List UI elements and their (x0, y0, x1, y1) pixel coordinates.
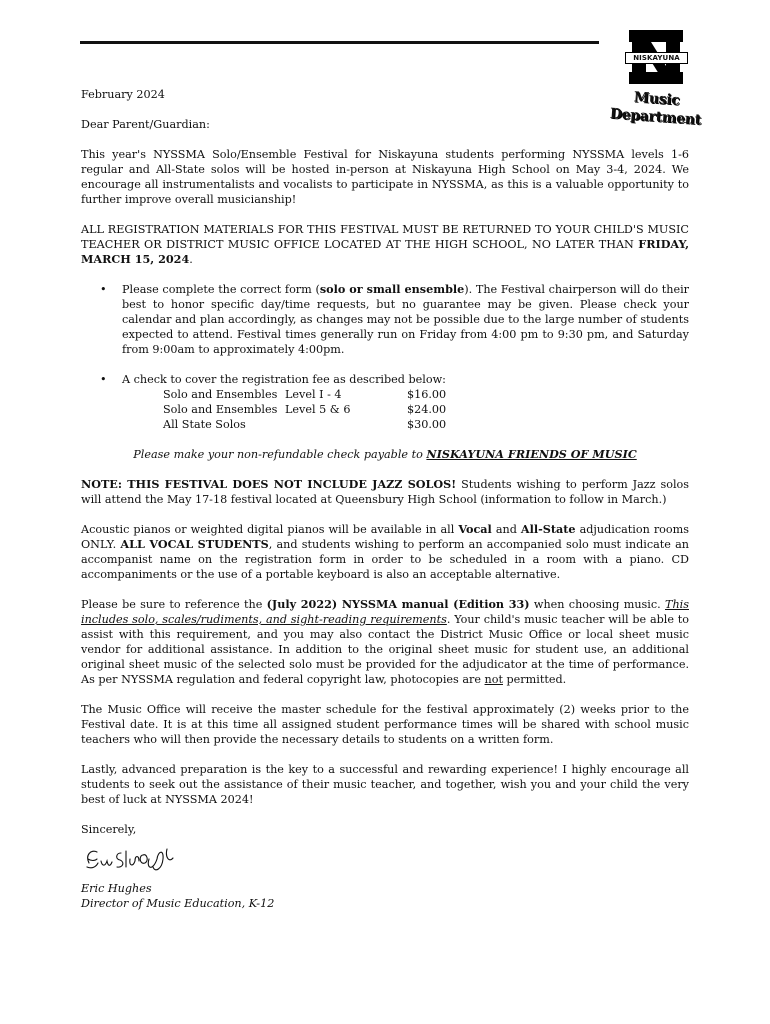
list-item: • Please complete the correct form (solo or small ensemble). The Festival chairperson will do their best to honor specific day/time requests, but no guarantee may be given. Please check your calendar and plan accordingly, as changes may not be possible due to the large number of students expected to attend. Festival times generally run on Friday from 4:00 pm to 9:30 pm, and Saturday from 9:00am to approximately 4:00pm. (100, 282, 689, 356)
fee-row: All State Solos $30.00 (163, 418, 447, 431)
schedule-paragraph: The Music Office will receive the master schedule for the festival approximately (2) weeks prior to the Festival date. It is at this time all assigned student performance times will be shared with school music teachers who will then provide the necessary details to students on a written form. (81, 703, 689, 746)
salutation: Dear Parent/Guardian: (81, 118, 210, 131)
letter-date: February 2024 (81, 88, 165, 101)
check-payee: NISKAYUNA FRIENDS OF MUSIC (426, 447, 637, 461)
deadline-paragraph: ALL REGISTRATION MATERIALS FOR THIS FESTIVAL MUST BE RETURNED TO YOUR CHILD'S MUSIC TEACHER OR DISTRICT MUSIC OFFICE LOCATED AT THE HIGH SCHOOL, NO LATER THAN FRIDAY, MARCH 15, 2024. (81, 223, 689, 266)
letter-body (81, 87, 689, 911)
fee-row: Solo and Ensembles Level I - 4 $16.00 (163, 388, 447, 401)
bullet: • (100, 373, 107, 386)
logo-dept-text: Music Department (609, 89, 702, 129)
list-item: • A check to cover the registration fee as described below: Solo and Ensembles Level I - 4 $16.00 Solo and Ensembles Level 5 & 6 $24.00 All State Solos $30.00 (81, 372, 689, 432)
bullet: • (100, 283, 107, 296)
fee-row: Solo and Ensembles Level 5 & 6 $24.00 (163, 403, 447, 416)
closing-paragraph: Lastly, advanced preparation is the key to a successful and rewarding experience! I highly encourage all students to seek out the assistance of their music teacher, and together, wish you and your child the very best of luck at NYSSMA 2024! (81, 763, 689, 806)
requirements-list (81, 282, 689, 432)
signer-name: Eric Hughes (81, 882, 152, 895)
logo-band-text: NISKAYUNA (625, 52, 688, 64)
intro-paragraph: This year's NYSSMA Solo/Ensemble Festival for Niskayuna students performing NYSSMA levels 1-6 regular and All-State solos will be hosted in-person at Niskayuna High School on May 3-4, 2024. We encourage all instrumentalists and vocalists to participate in NYSSMA, as this is a valuable opportunity to further improve overall musicianship! (81, 148, 689, 206)
manual-paragraph: Please be sure to reference the (July 2022) NYSSMA manual (Edition 33) when choosing music. This includes solo, scales/rudiments, and sight-reading requirements. Your child's music teacher will be able to assist with this requirement, and you may also contact the District Music Office or local sheet music vendor for additional assistance. In addition to the original sheet music for student use, an additional original sheet music of the selected solo must be provided for the adjudicator at the time of performance. As per NYSSMA regulation and federal copyright law, photocopies are not permitted. (81, 597, 690, 686)
fee-table (163, 387, 689, 432)
signoff: Sincerely, (81, 823, 137, 836)
piano-paragraph: Acoustic pianos or weighted digital pianos will be available in all Vocal and All-State adjudication rooms ONLY. ALL VOCAL STUDENTS, and students wishing to perform an accompanied solo must indicate an accompanist name on the registration form in order to be scheduled in a room with a piano. CD accompaniments or the use of a portable keyboard is also an acceptable alternative. (81, 522, 689, 581)
deadline-date: FRIDAY, MARCH 15, 2024 (81, 237, 689, 266)
signature-image (83, 841, 183, 875)
check-payable-note: Please make your non-refundable check payable to NISKAYUNA FRIENDS OF MUSIC (133, 447, 637, 461)
header-rule (80, 41, 599, 44)
jazz-note: NOTE: THIS FESTIVAL DOES NOT INCLUDE JAZZ SOLOS! Students wishing to perform Jazz solos will attend the May 17-18 festival located at Queensbury High School (information to follow in March.) (81, 477, 690, 506)
signer-title: Director of Music Education, K-12 (81, 897, 275, 910)
